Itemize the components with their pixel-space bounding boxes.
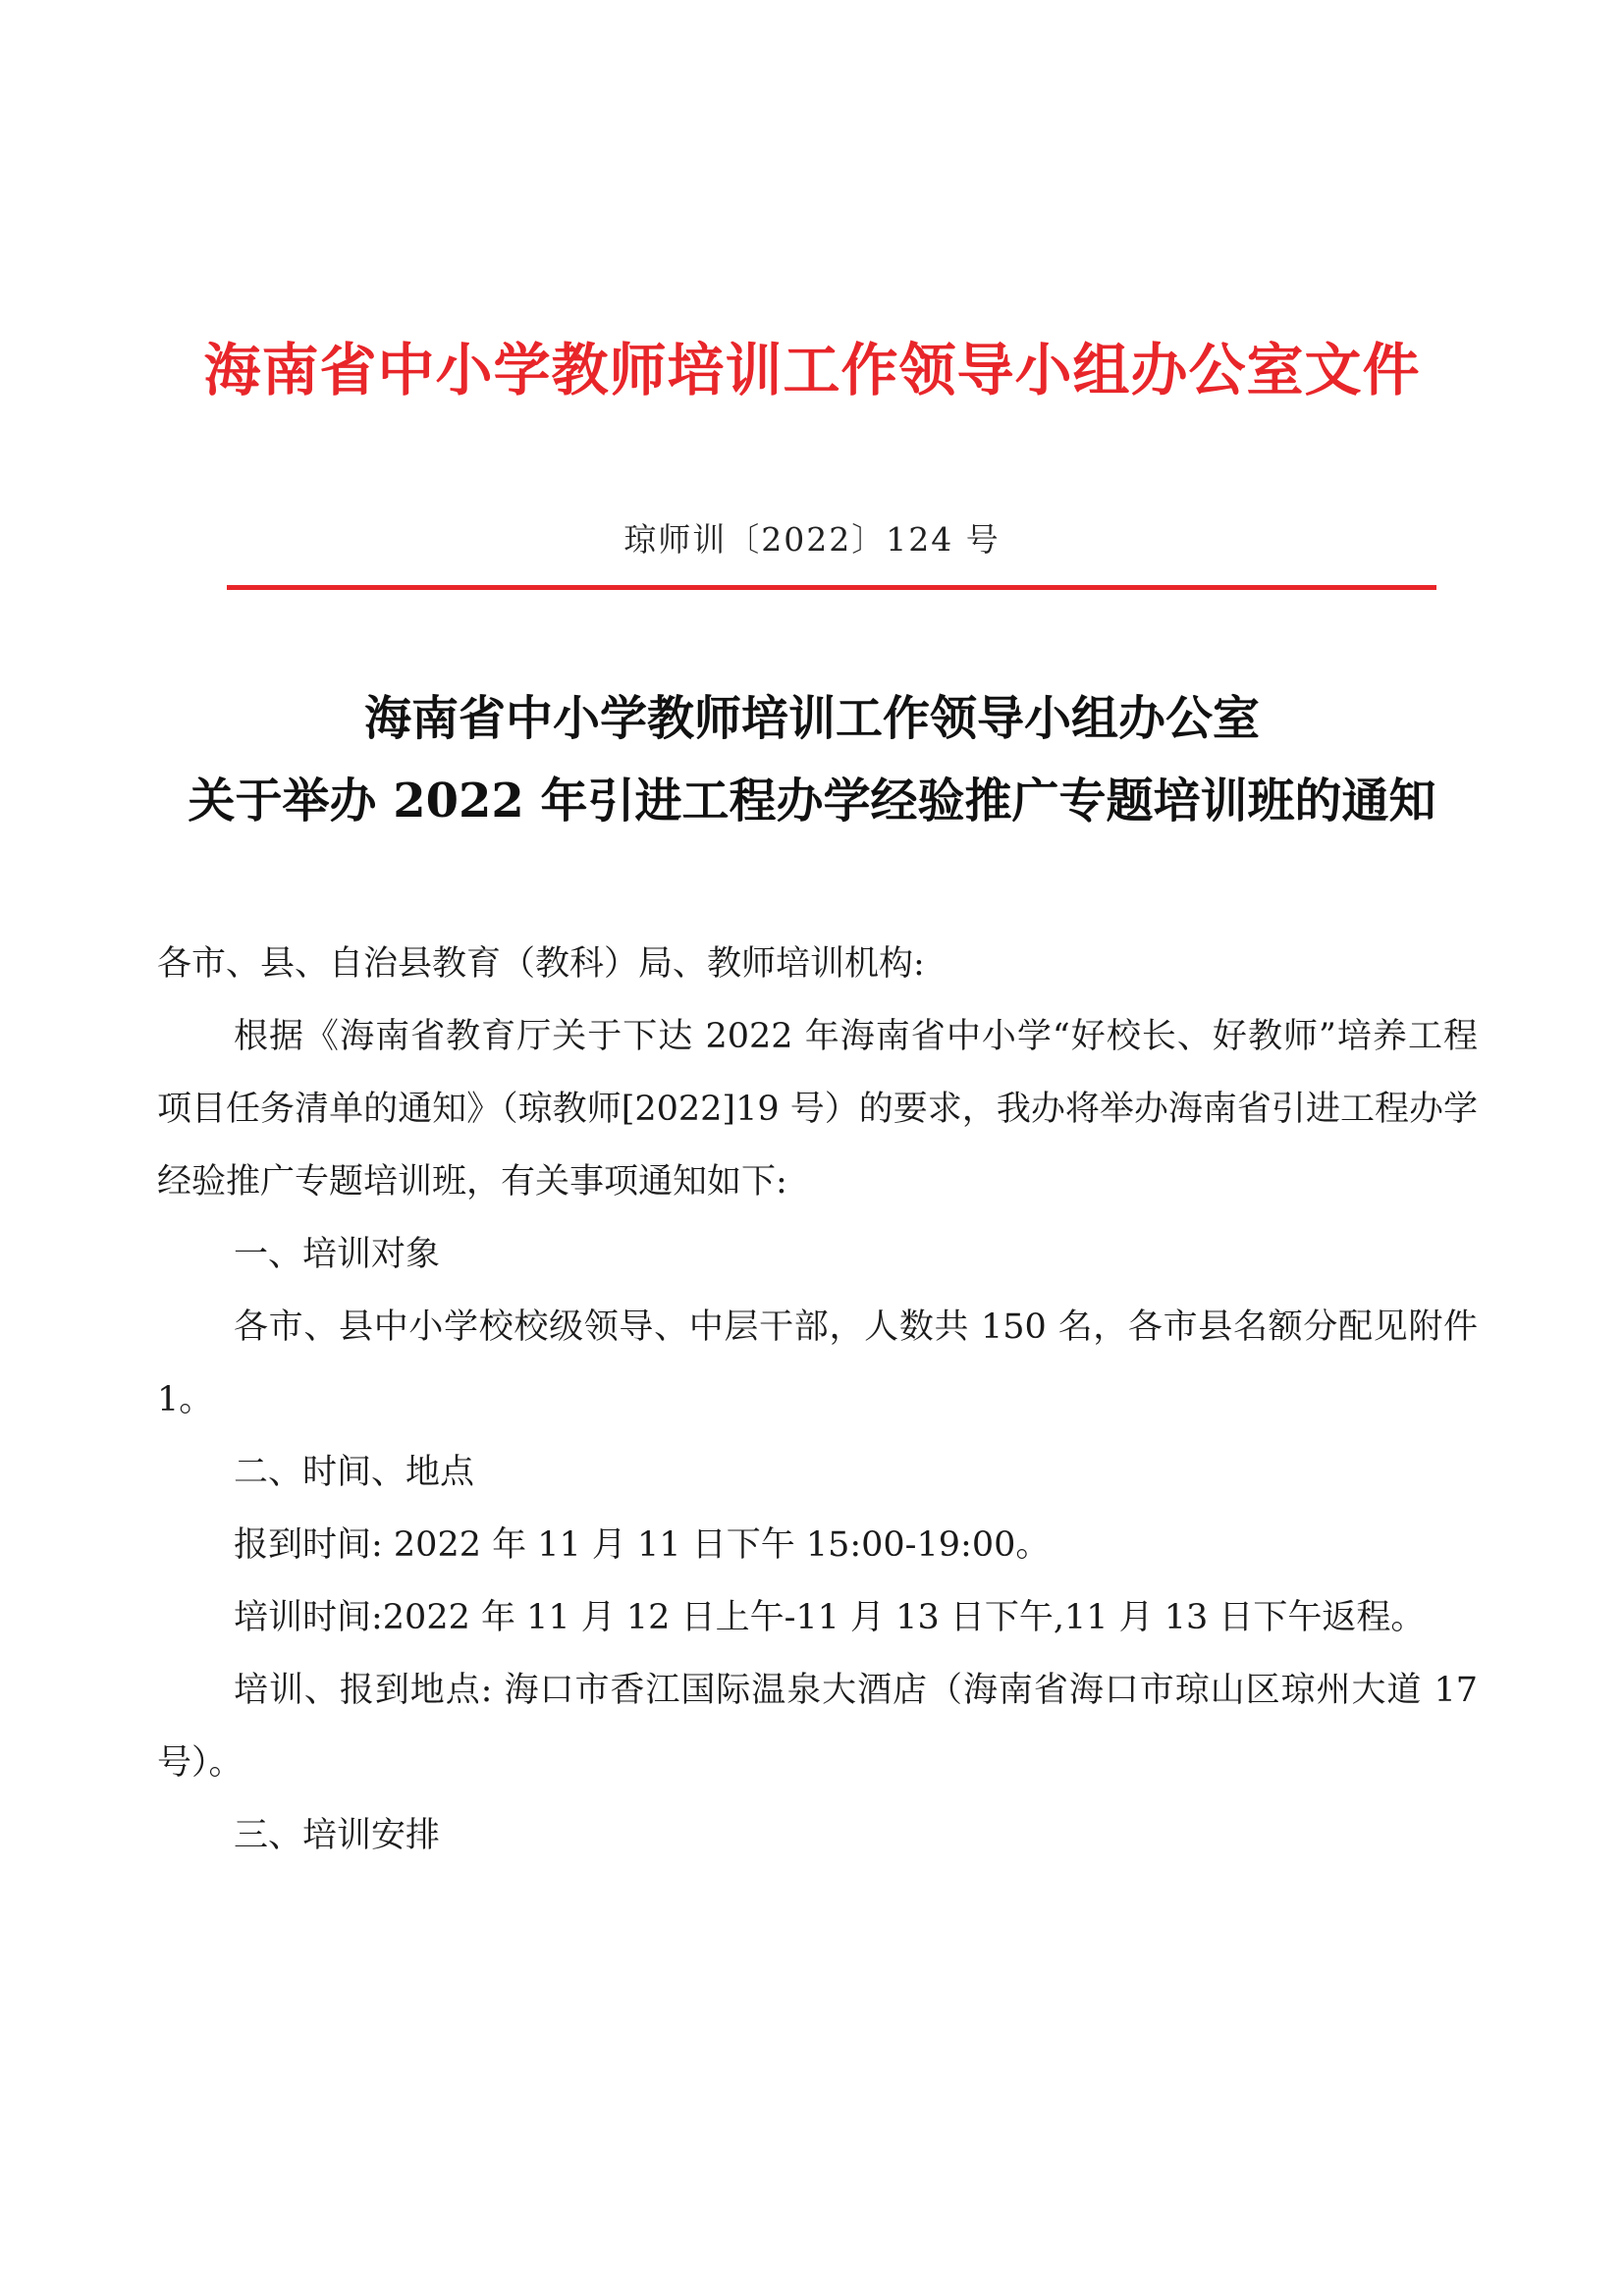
location-paragraph: 培训、报到地点: 海口市香江国际温泉大酒店（海南省海口市琼山区琼州大道 17 号）。 bbox=[157, 1671, 1478, 1783]
section-heading-time-location: 二、时间、地点 bbox=[234, 1453, 475, 1492]
participants-paragraph: 各市、县中小学校校级领导、中层干部，人数共 150 名，各市县名额分配见附件 1。 bbox=[157, 1308, 1478, 1419]
notice-title-line-2: 关于举办 2022 年引进工程办学经验推广专题培训班的通知 bbox=[188, 774, 1436, 828]
issuer-header-title: 海南省中小学教师培训工作领导小组办公室文件 bbox=[203, 337, 1421, 403]
section-heading-participants: 一、培训对象 bbox=[234, 1235, 441, 1274]
intro-paragraph: 根据《海南省教育厅关于下达 2022 年海南省中小学“好校长、好教师”培养工程项目任务清单的通知》（琼教师[2022]19 号）的要求，我办将举办海南省引进工程办学经验推广专题培训班，有关事项通知如下: bbox=[157, 1017, 1478, 1201]
document-body bbox=[157, 928, 1478, 1872]
red-divider-line bbox=[227, 585, 1436, 590]
notice-title-line-1: 海南省中小学教师培训工作领导小组办公室 bbox=[363, 691, 1260, 746]
document-number: 琼师训〔2022〕124 号 bbox=[623, 520, 1001, 559]
training-time-paragraph: 培训时间:2022 年 11 月 12 日上午-11 月 13 日下午,11 月 13 日下午返程。 bbox=[234, 1598, 1426, 1637]
notice-title bbox=[0, 677, 1624, 842]
section-heading-arrangement: 三、培训安排 bbox=[234, 1816, 441, 1855]
checkin-time-paragraph: 报到时间: 2022 年 11 月 11 日下午 15:00-19:00。 bbox=[234, 1525, 1051, 1565]
salutation: 各市、县、自治县教育（教科）局、教师培训机构: bbox=[157, 944, 925, 984]
